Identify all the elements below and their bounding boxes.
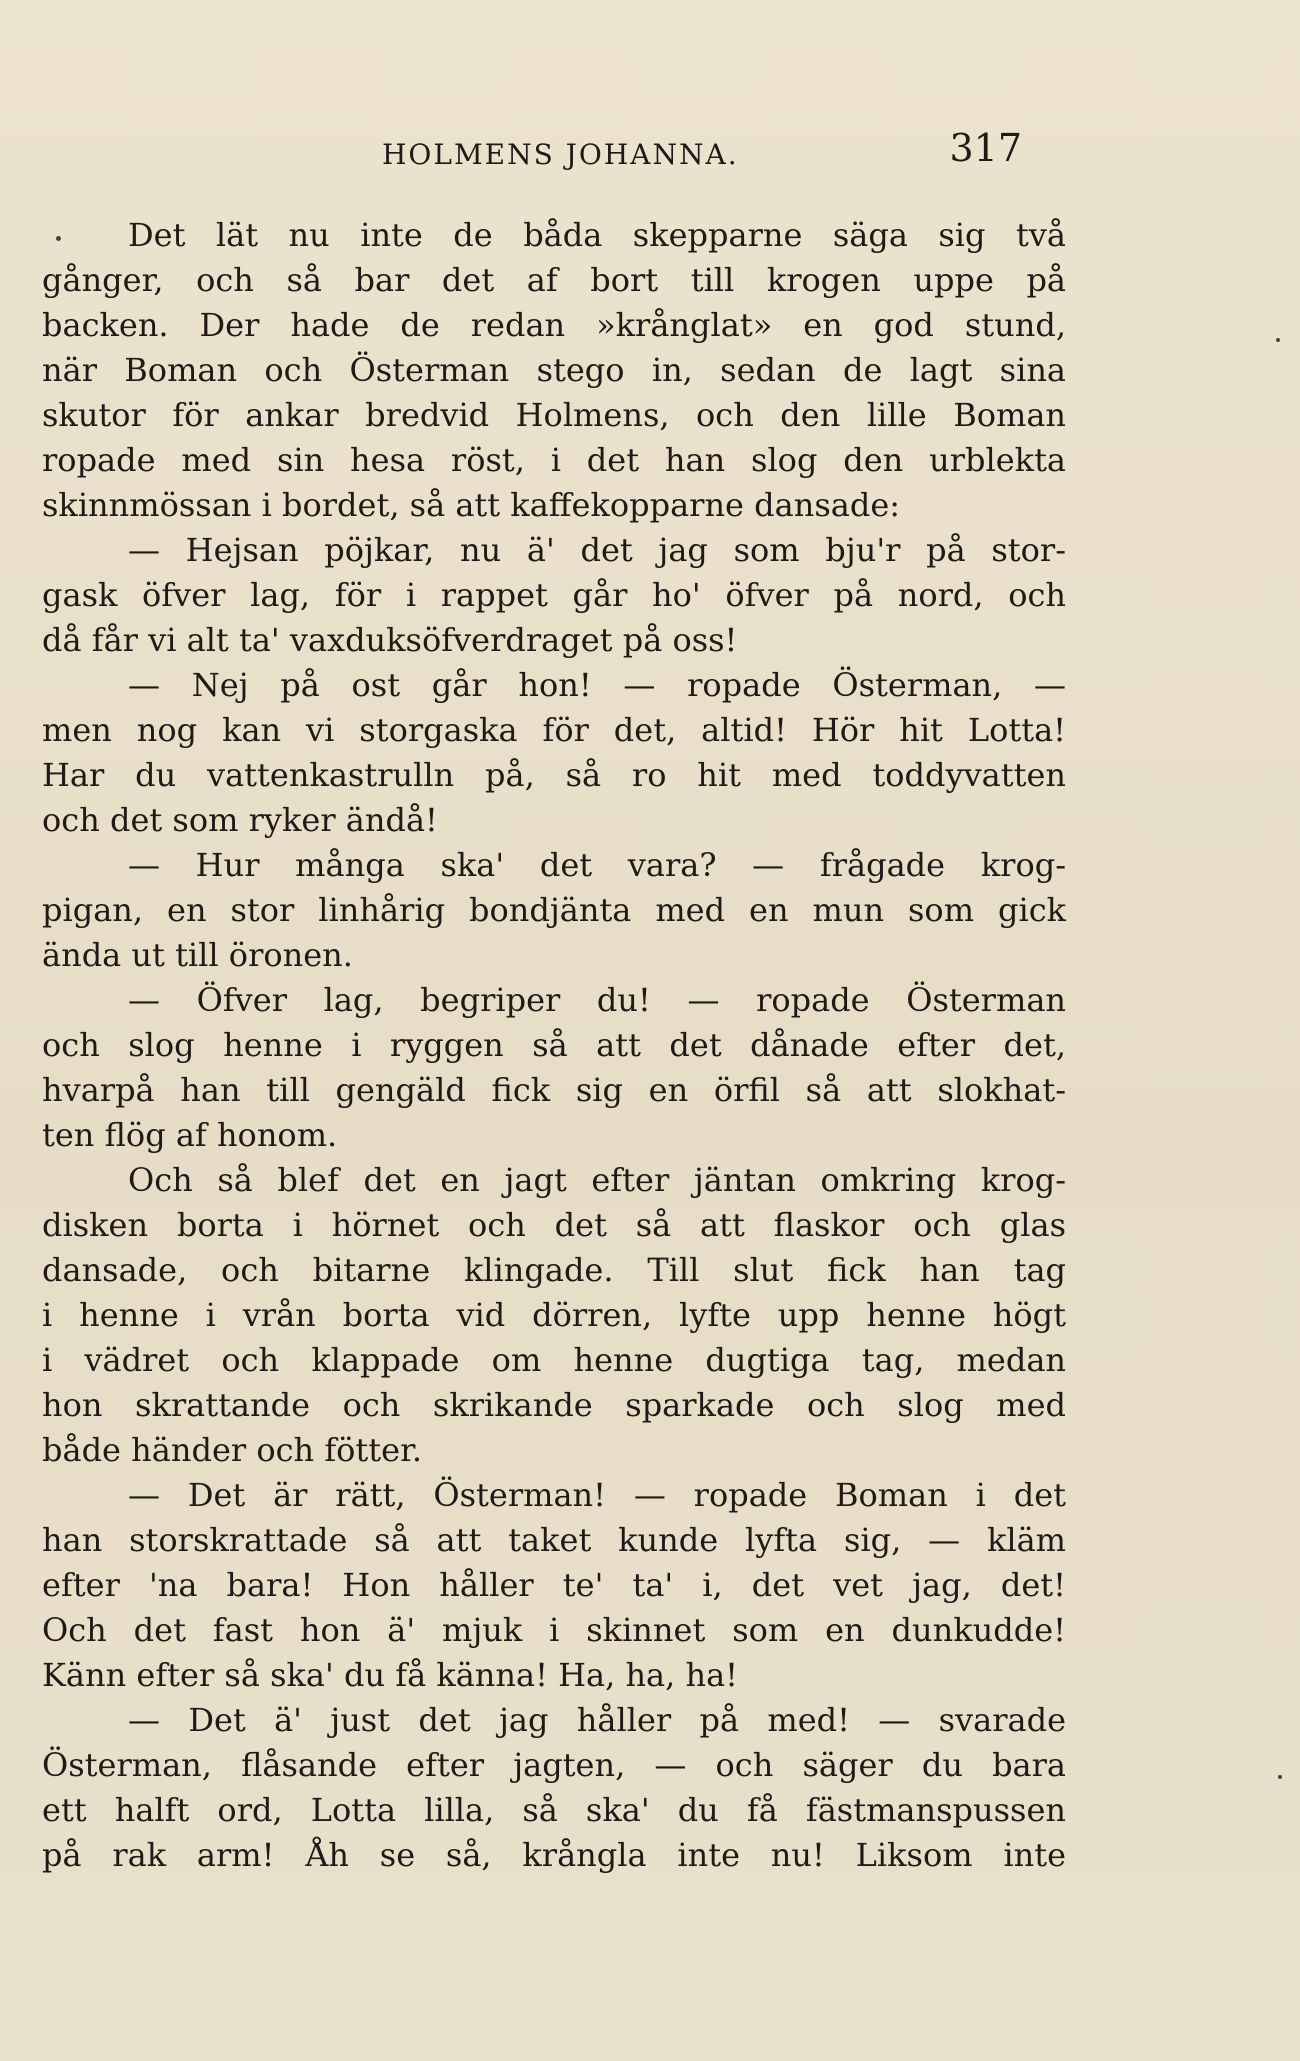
text-line: hon skrattande och skrikande sparkade och slog med <box>42 1386 1066 1424</box>
text-line: — Nej på ost går hon! — ropade Österman, — <box>128 666 1066 704</box>
text-line: disken borta i hörnet och det så att flaskor och glas <box>42 1206 1066 1244</box>
text-line: — Det ä' just det jag håller på med! — svarade <box>128 1701 1066 1739</box>
text-line: och det som ryker ändå! <box>42 801 438 839</box>
text-line: ett halft ord, Lotta lilla, så ska' du få fästmanspussen <box>42 1791 1066 1829</box>
text-line: ända ut till öronen. <box>42 936 353 974</box>
text-line: Har du vattenkastrulln på, så ro hit med toddyvatten <box>42 756 1066 794</box>
text-line: Och det fast hon ä' mjuk i skinnet som en dunkudde! <box>42 1611 1066 1649</box>
text-line: i vädret och klappade om henne dugtiga tag, medan <box>42 1341 1066 1379</box>
text-line: när Boman och Österman stego in, sedan de lagt sina <box>42 351 1066 389</box>
text-line: gask öfver lag, för i rappet går ho' öfver på nord, och <box>42 576 1066 614</box>
text-line: backen. Der hade de redan »krånglat» en god stund, <box>42 306 1066 344</box>
text-line: både händer och fötter. <box>42 1431 423 1469</box>
text-line: ten flög af honom. <box>42 1116 338 1154</box>
print-speck <box>56 236 61 241</box>
running-title: HOLMENS JOHANNA. <box>382 138 739 171</box>
print-speck <box>1278 1775 1282 1779</box>
body-text <box>42 213 1066 1878</box>
text-line: — Det är rätt, Österman! — ropade Boman i det <box>128 1476 1066 1514</box>
text-line: — Hejsan pöjkar, nu ä' det jag som bju'r på stor- <box>128 531 1066 569</box>
text-line: pigan, en stor linhårig bondjänta med en mun som gick <box>42 891 1066 929</box>
text-line: efter 'na bara! Hon håller te' ta' i, det vet jag, det! <box>42 1566 1066 1604</box>
text-line: Österman, flåsande efter jagten, — och säger du bara <box>42 1746 1066 1784</box>
page-number: 317 <box>949 126 1022 170</box>
text-line: — Öfver lag, begriper du! — ropade Österman <box>128 981 1066 1019</box>
text-line: på rak arm! Åh se så, krångla inte nu! Liksom inte <box>42 1836 1066 1874</box>
text-line: Känn efter så ska' du få känna! Ha, ha, ha! <box>42 1656 739 1694</box>
text-line: i henne i vrån borta vid dörren, lyfte upp henne högt <box>42 1296 1066 1334</box>
text-line: och slog henne i ryggen så att det dånade efter det, <box>42 1026 1066 1064</box>
text-line: gånger, och så bar det af bort till krogen uppe på <box>42 261 1066 299</box>
text-line: ropade med sin hesa röst, i det han slog den urblekta <box>42 441 1066 479</box>
text-line: hvarpå han till gengäld fick sig en örfil så att slokhat- <box>42 1071 1066 1109</box>
text-line: dansade, och bitarne klingade. Till slut fick han tag <box>42 1251 1066 1289</box>
text-line: skutor för ankar bredvid Holmens, och den lille Boman <box>42 396 1066 434</box>
text-line: — Hur många ska' det vara? — frågade krog- <box>128 846 1066 884</box>
text-line: då får vi alt ta' vaxduksöfverdraget på oss! <box>42 621 738 659</box>
text-line: Det lät nu inte de båda skepparne säga sig två <box>128 216 1066 254</box>
page-header <box>382 126 1022 176</box>
text-line: men nog kan vi storgaska för det, altid! Hör hit Lotta! <box>42 711 1066 749</box>
text-line: han storskrattade så att taket kunde lyfta sig, — kläm <box>42 1521 1066 1559</box>
print-speck <box>1276 338 1280 342</box>
text-line: Och så blef det en jagt efter jäntan omkring krog- <box>128 1161 1066 1199</box>
text-line: skinnmössan i bordet, så att kaffekopparne dansade: <box>42 486 901 524</box>
